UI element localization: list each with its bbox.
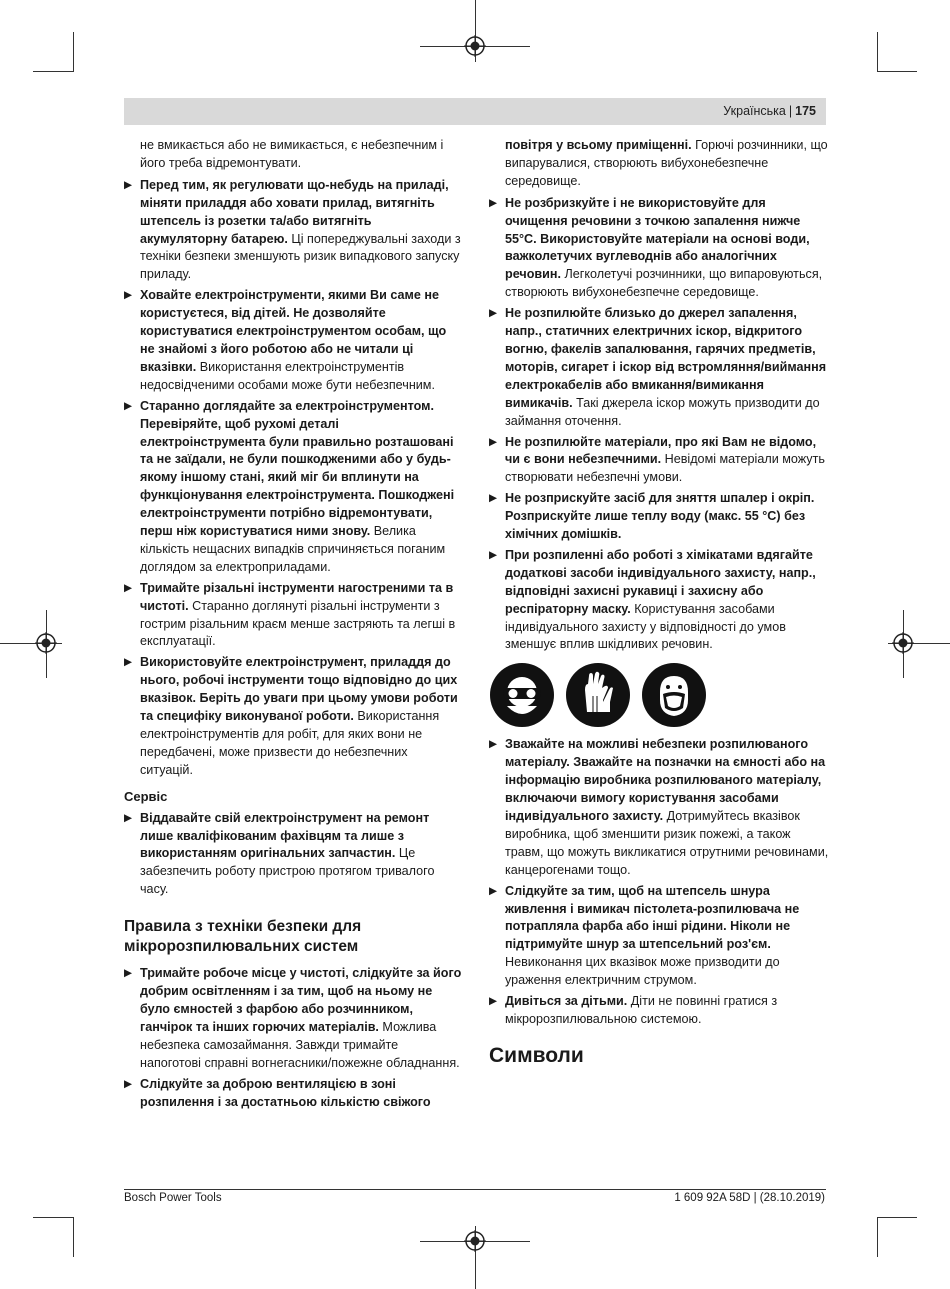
list-item <box>124 398 462 577</box>
list-item <box>124 580 462 652</box>
item-text: Діти не повинні гратися з мікророзпилювальною системою. <box>505 994 778 1026</box>
list-item <box>124 654 462 779</box>
item-bold: При розпиленні або роботі з хімікатами вдягайте додаткові засоби індивідуального захисту, напр., відповідні захисні рукавиці і захисну або респіраторну маску. <box>505 547 816 616</box>
page-header <box>124 98 826 125</box>
list-item <box>489 547 829 654</box>
list-item <box>124 810 462 900</box>
bullet-arrow-icon: ▶ <box>489 492 498 505</box>
header-text <box>723 104 816 118</box>
item-text: Легколетучі розчинники, що випаровуються, створюють вибухонебезпечне середовище. <box>505 267 823 300</box>
bullet-arrow-icon: ▶ <box>124 581 133 594</box>
bullet-arrow-icon: ▶ <box>124 399 133 412</box>
crop-mark-bottom-left-h <box>33 1217 73 1218</box>
list-item <box>489 305 829 430</box>
item-bold: Не розпилюйте близько до джерел запалення, напр., статичних електричних іскор, відкритого вогню, факелів запалювання, гарячих предметів, моторів, сигарет і іскор від встромляння/виймання електрокабелів або вмикання/вимикання вимикачів. <box>505 306 827 410</box>
item-bold: Ховайте електроінструменти, якими Ви саме не користуєтеся, від дітей. Не дозволяйте користуватися електроінструментом особам, що не знайомі з його роботою або не читали ці вказівки. <box>140 288 447 374</box>
footer-divider <box>124 1189 826 1190</box>
safety-goggles-icon <box>489 662 555 728</box>
list-item <box>124 177 462 284</box>
item-bold: Не розпилюйте матеріали, про які Вам не відомо, чи є вони небезпечними. <box>505 434 817 467</box>
bullet-arrow-icon: ▶ <box>124 289 133 302</box>
crop-mark-top-right-h <box>877 71 917 72</box>
protective-gloves-icon <box>565 662 631 728</box>
crop-mark-top-left-h <box>33 71 73 72</box>
list-item <box>124 1076 462 1112</box>
item-bold: Не розприскуйте засіб для зняття шпалер і окріп. Розприскуйте лише теплу воду (макс. 55 °C) без хімічних домішків. <box>505 491 815 542</box>
list-item <box>489 736 829 879</box>
item-text: Використання електроінструментів недосвідченими особами може бути небезпечним. <box>140 359 435 392</box>
right-intro-text <box>505 137 829 191</box>
list-item <box>489 195 829 302</box>
item-text: Невідомі матеріали можуть створювати небезпечні умови. <box>505 452 825 485</box>
item-bold: Слідкуйте за доброю вентиляцією в зоні розпилення і за достатньою кількістю свіжого <box>140 1076 431 1109</box>
crop-mark-top-right <box>877 32 878 72</box>
list-item <box>489 993 829 1029</box>
item-text: Такі джерела іскор можуть призводити до займання оточення. <box>505 395 820 428</box>
list-item <box>489 434 829 488</box>
footer-doc-id: 1 609 92A 58D | (28.10.2019) <box>674 1192 825 1204</box>
bullet-arrow-icon: ▶ <box>489 435 498 448</box>
item-text: Можлива небезпека самозаймання. Завжди тримайте напоготові справні вогнегасники/пожежне обладнання. <box>140 1019 460 1070</box>
bullet-arrow-icon: ▶ <box>124 811 133 824</box>
bullet-arrow-icon: ▶ <box>124 178 133 191</box>
item-text: Дотримуйтесь вказівок виробника, щоб зменшити ризик пожежі, а також травм, що можуть викликатися отрутними речовинами, канцерогенами тощо. <box>505 809 829 877</box>
item-text: Використання електроінструментів для робіт, для яких вони не передбачені, може призвести до небезпечних ситуацій. <box>140 709 440 777</box>
item-bold: Віддавайте свій електроінструмент на ремонт лише кваліфікованим фахівцям та лише з використанням оригінальних запчастин. <box>140 810 430 861</box>
list-item <box>124 287 462 394</box>
list-item <box>489 490 829 544</box>
registration-mark-icon <box>464 1230 486 1252</box>
bullet-arrow-icon: ▶ <box>124 967 133 980</box>
item-bold: Використовуйте електроінструмент, приладдя до нього, робочі інструменти тощо відповідно до цих вказівок. Беріть до уваги при цьому умови роботи та специфіку виконуваної роботи. <box>140 655 458 724</box>
bullet-arrow-icon: ▶ <box>124 1077 133 1090</box>
item-bold: Зважайте на можливі небезпеки розпилюваного матеріалу. Зважайте на позначки на ємності або на інформацію виробника розпилюваного матеріалу, включаючи вимогу користування засобами індивідуального захисту. <box>505 737 826 823</box>
item-bold: Старанно доглядайте за електроінструментом. Перевіряйте, щоб рухомі деталі електроінструмента були правильно розташовані та не заїдали, не були пошкодженими або у будь-якому іншому стані, який міг би вплинути на функціонування електроінструмента. Пошкоджені електроінструменти потрібно відремонтувати, перш ніж користуватися ними знову. <box>140 398 455 539</box>
item-text: Це забезпечить роботу пристрою протягом тривалого часу. <box>140 846 435 897</box>
crop-mark-bottom-right <box>877 1217 878 1257</box>
service-heading: Сервіс <box>124 788 168 804</box>
respirator-mask-icon <box>641 662 707 728</box>
crop-mark-top-left <box>73 32 74 72</box>
right-column <box>489 137 829 1065</box>
footer-brand: Bosch Power Tools <box>124 1192 222 1204</box>
item-bold: Не розбризкуйте і не використовуйте для очищення речовини з точкою запалення нижче 55°C. Використовуйте матеріали на основі води, важколетучих вуглеводнів або аналогічних речовин. <box>505 195 810 282</box>
registration-mark-icon <box>892 632 914 654</box>
item-text: Користування засобами індивідуального захисту у відповідності до умов зменшує вплив шкідливих речовин. <box>505 601 786 652</box>
bullet-arrow-icon: ▶ <box>489 548 498 561</box>
intro-normal: Горючі розчинники, що випарувалися, створюють вибухонебезпечне середовище. <box>505 138 828 188</box>
header-language: Українська <box>723 104 786 118</box>
bullet-arrow-icon: ▶ <box>489 307 498 320</box>
registration-mark-icon <box>35 632 57 654</box>
symbols-heading: Символи <box>489 1043 584 1067</box>
item-bold: Слідкуйте за тим, щоб на штепсель шнура живлення і вимикач пістолета-розпилювача не потрапляла фарба або інші рідини. Ніколи не підтримуйте шнур за штепсельний роз'єм. <box>505 883 800 952</box>
item-text: Велика кількість нещасних випадків спричиняється поганим доглядом за електроприладами. <box>140 524 446 574</box>
ppe-icons-row <box>489 662 829 728</box>
list-item <box>489 883 829 990</box>
item-text: Невиконання цих вказівок може призводити до ураження електричним струмом. <box>505 955 780 988</box>
item-bold: Перед тим, як регулювати що-небудь на приладі, міняти приладдя або ховати прилад, витягніть штепсель із розетки та/або витягніть акумуляторну батарею. <box>140 177 449 246</box>
list-item <box>124 965 462 1072</box>
item-text: Старанно доглянуті різальні інструменти з гострим різальним краєм менше застряють та легші в експлуатації. <box>140 598 456 649</box>
page-number: 175 <box>795 104 816 118</box>
crop-mark-bottom-left <box>73 1217 74 1257</box>
left-column <box>124 137 462 1114</box>
bullet-arrow-icon: ▶ <box>489 738 498 751</box>
left-intro-text: не вмикається або не вимикається, є небезпечним і його треба відремонтувати. <box>140 138 444 170</box>
item-bold: Дивіться за дітьми. <box>505 994 628 1009</box>
section-heading: Правила з техніки безпеки для мікророзпилювальних систем <box>124 918 362 956</box>
item-bold: Тримайте різальні інструменти нагостреними та в чистоті. <box>140 580 454 613</box>
item-bold: Тримайте робоче місце у чистоті, слідкуйте за його добрим освітленням і за тим, щоб на ньому не було ємностей з фарбою або розчинником, ганчірок та інших горючих матеріалів. <box>140 966 462 1034</box>
header-separator: | <box>788 104 793 118</box>
bullet-arrow-icon: ▶ <box>124 656 133 669</box>
item-text: Ці попереджувальні заходи з техніки безпеки зменшують ризик випадкового запуску приладу. <box>140 231 461 282</box>
bullet-arrow-icon: ▶ <box>489 884 498 897</box>
crop-mark-bottom-right-h <box>877 1217 917 1218</box>
intro-bold: повітря у всьому приміщенні. <box>505 138 692 152</box>
bullet-arrow-icon: ▶ <box>489 196 498 209</box>
bullet-arrow-icon: ▶ <box>489 995 498 1008</box>
registration-mark-icon <box>464 35 486 57</box>
